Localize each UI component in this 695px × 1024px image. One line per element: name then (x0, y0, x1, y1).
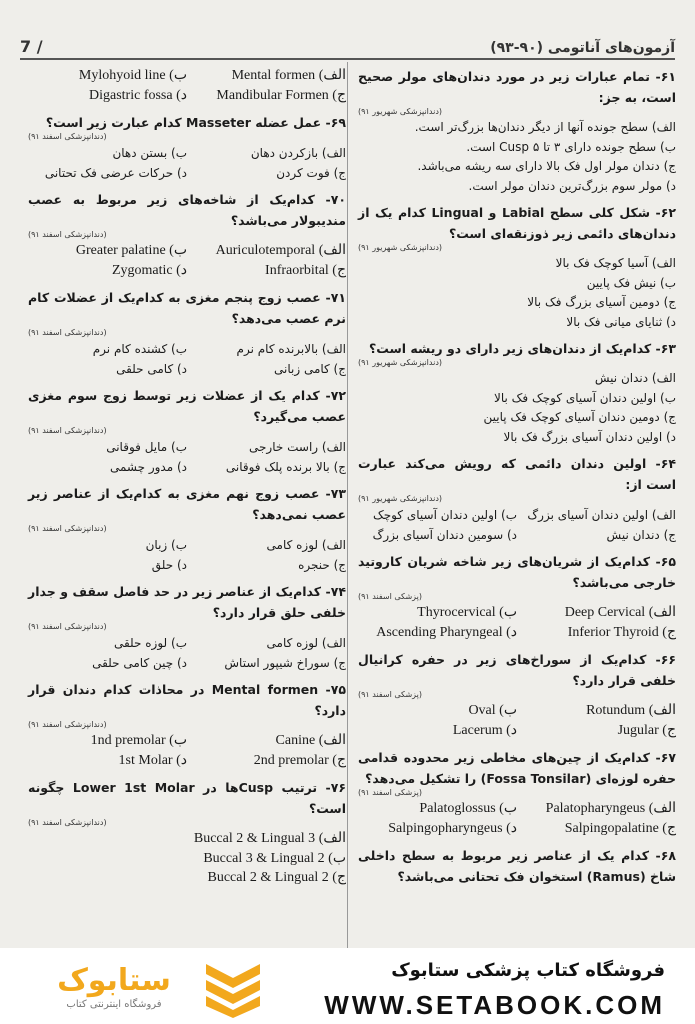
option: ج) دومین آسیای بزرگ فک بالا (527, 295, 676, 309)
option: د) مدور چشمی (109, 460, 187, 474)
option-row (358, 505, 676, 525)
question-72: ۷۲- کدام یک از عضلات زیر توسط زوج سوم مغزی عصب می‌گیرد؟ (28, 388, 346, 424)
option: ج) Inferior Thyroid (567, 625, 676, 640)
option: د) ثنایای میانی فک بالا (566, 314, 676, 329)
option: د) چین کامی حلقی (92, 656, 187, 670)
option: د) Salpingopharyngeus (388, 821, 517, 836)
store-name: فروشگاه کتاب پزشکی ستابوک (391, 960, 665, 981)
question-source: (دندانپزشکی شهریور ۹۱) (358, 107, 443, 116)
option: ج) دندان مولر اول فک بالا دارای سه ریشه می‌باشد. (417, 159, 676, 173)
option-row (28, 653, 346, 673)
option: د) کامی حلقی (116, 362, 187, 376)
question-61: ۶۱- تمام عبارات زیر در مورد دندان‌های مولر صحیح است، به جز: (358, 69, 676, 105)
question-source: (پزشکی اسفند ۹۱) (358, 592, 422, 601)
option: د) Ascending Pharyngeal (376, 625, 517, 640)
option: ب) نیش فک پایین (586, 275, 676, 290)
option: الف) Deep Cervical (564, 605, 676, 620)
question-64: ۶۴- اولین دندان دائمی که رویش می‌کند عبارت است از: (358, 456, 676, 492)
question-source: (دندانپزشکی اسفند ۹۱) (28, 426, 107, 435)
option: د) Zygomatic (111, 263, 187, 278)
question-69: ۶۹- عمل عضله Masseter کدام عبارت زیر است؟ (45, 115, 346, 130)
option: ب) سطح جونده دارای ۳ تا ۵ Cusp است. (466, 139, 676, 154)
option-row (358, 603, 676, 623)
question-source: (پزشکی اسفند ۹۱) (358, 690, 422, 699)
option: الف) اولین دندان آسیای بزرگ (527, 508, 676, 522)
option: الف) Auriculotemporal (215, 243, 346, 258)
option: الف) Rotundum (586, 703, 676, 718)
question-62: ۶۲- شکل کلی سطح Labial و Lingual کدام یک از دندان‌های دائمی زیر ذوزنقه‌ای است؟ (358, 205, 677, 241)
option: ج) Buccal 2 & Lingual 2 (207, 870, 346, 885)
question-74: ۷۴- کدام‌یک از عناصر زیر در حد فاصل سقف و جدار خلفی حلق قرار دارد؟ (28, 584, 346, 620)
option-row (358, 819, 676, 839)
option: ج) 2nd premolar (253, 753, 346, 768)
question-source: (دندانپزشکی شهریور ۹۱) (358, 243, 443, 252)
question-73: ۷۳- عصب زوج نهم مغزی به کدام‌یک از عناصر زیر عصب نمی‌دهد؟ (28, 486, 346, 522)
question-70: ۷۰- کدام‌یک از شاخه‌های زیر مربوط به عصب مندیبولار می‌باشد؟ (28, 192, 346, 228)
option-row (28, 241, 346, 261)
option: د) مولر سوم بزرگ‌ترین دندان مولر است. (468, 178, 676, 193)
option-row (358, 799, 676, 819)
brand-name: ستابوک (57, 963, 171, 998)
option: ب) 1nd premolar (90, 733, 187, 748)
option-row (358, 525, 676, 545)
option: د) حلق (151, 558, 187, 572)
question-source: (دندانپزشکی اسفند ۹۱) (28, 720, 107, 729)
question-75: ۷۵- Mental formen در محاذات کدام دندان قرار دارد؟ (28, 682, 346, 718)
question-68: ۶۸- کدام یک از عناصر زیر مربوط به سطح داخلی شاخ (Ramus) استخوان فک تحتانی می‌باشد؟ (358, 848, 676, 884)
option-row (28, 437, 346, 457)
question-76: ۷۶- ترتیب Cuspها در Lower 1st Molar چگونه است؟ (28, 780, 346, 816)
option: الف) راست خارجی (249, 440, 346, 454)
option: ب) زبان (145, 538, 187, 552)
option: ج) دومین دندان آسیای کوچک فک پایین (483, 410, 676, 424)
option: الف) بالابرنده کام نرم (236, 342, 346, 356)
question-source: (دندانپزشکی شهریور ۹۱) (358, 358, 443, 367)
option: ج) حنجره (298, 558, 346, 572)
option: الف) Mental formen (231, 68, 346, 83)
left-column (28, 66, 346, 888)
option-row (358, 623, 676, 643)
option: ب) Thyrocervical (417, 605, 517, 620)
option: ب) Greater palatine (75, 243, 187, 258)
option: ب) اولین دندان آسیای کوچک (372, 508, 517, 522)
option: د) Digastric fossa (89, 88, 187, 103)
option: ج) فوت کردن (276, 166, 346, 180)
option: الف) Palatopharyngeus (545, 801, 676, 816)
option: د) 1st Molar (118, 753, 187, 768)
option: ج) Jugular (617, 723, 676, 738)
option: ج) کامی زبانی (274, 362, 346, 376)
option-row (28, 751, 346, 771)
stacked-chevrons-icon (200, 958, 266, 1018)
option: ب) مایل فوقانی (106, 440, 187, 454)
option: ب) کشنده کام نرم (92, 342, 187, 356)
store-url-link[interactable]: WWW.SETABOOK.COM (324, 990, 665, 1020)
option-row (28, 457, 346, 477)
question-63: ۶۳- کدام‌یک از دندان‌های زیر دارای دو ریشه است؟ (368, 341, 676, 356)
question-source: (دندانپزشکی اسفند ۹۱) (28, 524, 107, 533)
column-divider (347, 62, 348, 948)
option: الف) دندان نیش (594, 371, 676, 385)
brand-logo[interactable] (34, 964, 194, 1012)
question-66: ۶۶- کدام‌یک از سوراخ‌های زیر در حفره کرانیال خلفی قرار دارد؟ (358, 652, 676, 688)
option: د) Lacerum (452, 723, 517, 738)
option: ب) Buccal 3 & Lingual 2 (203, 850, 346, 866)
page-header (20, 30, 675, 60)
option: الف) لوزه کامی (266, 538, 346, 552)
question-source: (دندانپزشکی اسفند ۹۱) (28, 818, 107, 827)
question-source: (دندانپزشکی اسفند ۹۱) (28, 328, 107, 337)
question-71: ۷۱- عصب زوج پنجم مغزی به کدام‌یک از عضلات کام نرم عصب می‌دهد؟ (28, 290, 346, 326)
option: الف) لوزه کامی (266, 636, 346, 650)
option: د) حرکات عرضی فک تحتانی (44, 166, 187, 180)
brand-tagline: فروشگاه اینترنتی کتاب (66, 999, 162, 1010)
option-row (28, 555, 346, 575)
option: الف) سطح جونده آنها از دیگر دندان‌ها بزرگ‌تر است. (414, 120, 676, 134)
option: ج) سوراخ شیپور استاش (224, 656, 346, 670)
option-row (358, 701, 676, 721)
page-title: آزمون‌های آناتومی (۹۰-۹۳) (490, 40, 675, 56)
option-row (28, 143, 346, 163)
option-row (28, 261, 346, 281)
option: الف) بازکردن دهان (250, 146, 346, 160)
option-row (28, 339, 346, 359)
option: ج) دندان نیش (606, 528, 676, 542)
option: ب) Mylohyoid line (78, 68, 187, 83)
option: ج) Salpingopalatine (564, 821, 676, 836)
option: ج) Mandibular Formen (216, 88, 346, 103)
option-row (358, 721, 676, 741)
option-row (28, 66, 346, 86)
option-row (28, 86, 346, 106)
option: الف) آسیا کوچک فک بالا (555, 256, 676, 270)
option-row (28, 633, 346, 653)
option-row (28, 163, 346, 183)
option: ب) لوزه حلقی (113, 636, 187, 650)
option: ب) اولین دندان آسیای کوچک فک بالا (494, 390, 676, 405)
option: ب) Oval (468, 703, 517, 718)
option: ج) Infraorbital (265, 263, 346, 278)
option: الف) Buccal 2 & Lingual 3 (193, 831, 346, 846)
option-row (28, 535, 346, 555)
option: الف) Canine (275, 733, 346, 748)
right-column (358, 66, 676, 887)
option: ب) بستن دهان (112, 146, 187, 160)
question-source: (دندانپزشکی اسفند ۹۱) (28, 132, 107, 141)
option: ب) Palatoglossus (419, 801, 517, 816)
question-source: (دندانپزشکی اسفند ۹۱) (28, 230, 107, 239)
question-67: ۶۷- کدام‌یک از چین‌های مخاطی زیر محدوده قدامی حفره لوزه‌ای (Fossa Tonsilar) را تشکیل می‌دهد؟ (358, 750, 676, 786)
option-row (28, 731, 346, 751)
question-source: (دندانپزشکی اسفند ۹۱) (28, 622, 107, 631)
option: ج) بالا برنده پلک فوقانی (225, 460, 346, 474)
question-source: (پزشکی اسفند ۹۱) (358, 788, 422, 797)
question-65: ۶۵- کدام‌یک از شریان‌های زیر شاخه شریان کاروتید خارجی می‌باشد؟ (358, 554, 676, 590)
option: د) سومین دندان آسیای بزرگ (372, 528, 517, 542)
page-number: 7 / (20, 37, 43, 56)
question-source: (دندانپزشکی شهریور ۹۱) (358, 494, 443, 503)
option: د) اولین دندان آسیای بزرگ فک بالا (503, 429, 676, 444)
option-row (28, 359, 346, 379)
